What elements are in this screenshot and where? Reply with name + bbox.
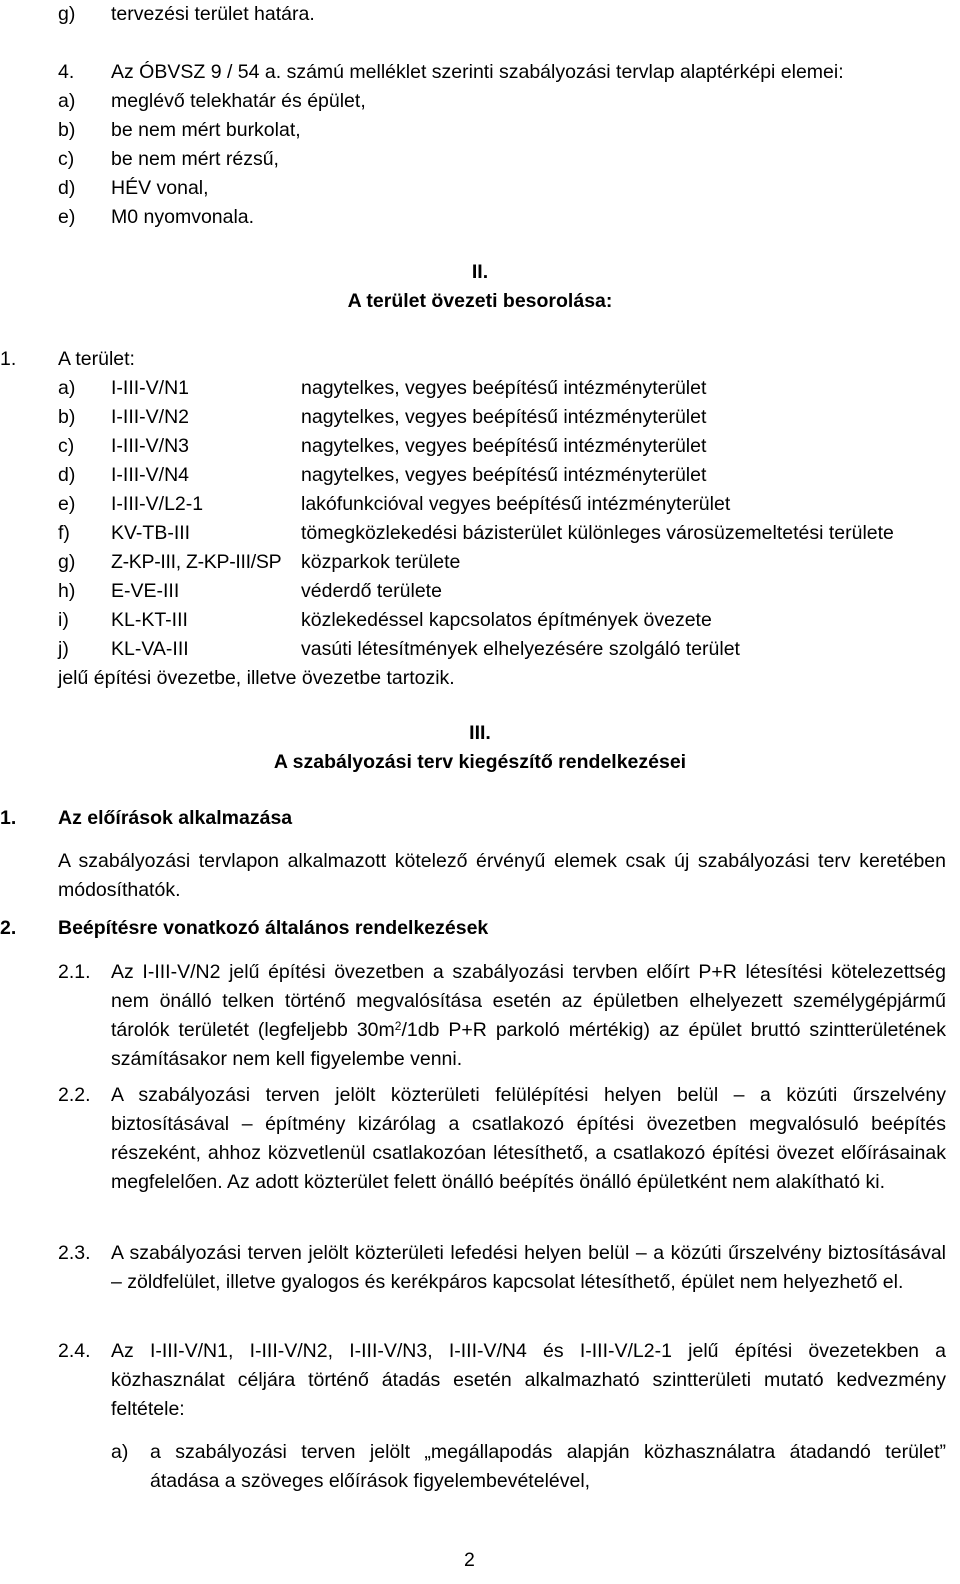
paragraph: A szabályozási terven jelölt közterületi lefedési helyen belül – a közúti űrszelvény biztosításával – zöldfelület, illetve gyalogos és kerékpáros kapcsolat létesíthető, épület nem helyezhető el. [111,1242,946,1293]
page-number: 2 [464,1549,475,1571]
zone-description: nagytelkes, vegyes beépítésű intézményterület [301,435,707,457]
zones-closing: jelű építési övezetbe, illetve övezetbe tartozik. [58,667,455,689]
paragraph: Az I-III-V/N2 jelű építési övezetben a szabályozási tervben előírt P+R létesítési kötelezettség nem önálló telken történő megvalósítása esetén az épületben elhelyezett személygépjármű tárolók területét (legfeljebb $30m^2/1db$ P+R parkoló mértékig) az épület bruttó szintterületének számításakor nem kell figyelembe venni. [111,961,946,1070]
zone-code: I-III-V/N1 [111,377,190,399]
zone-code: I-III-V/N3 [111,435,190,457]
zone-label: b) [58,406,76,428]
zone-label: g) [58,551,76,573]
paragraph-number: 2.3. [58,1242,91,1264]
zone-label: a) [58,377,76,399]
zone-description: tömegközlekedési bázisterület különleges városüzemeltetési területe [301,522,894,544]
zone-label: f) [58,522,70,544]
zone-code: KL-KT-III [111,609,188,631]
paragraph: A szabályozási tervlapon alkalmazott kötelező érvényű elemek csak új szabályozási terv keretében módosíthatók. [58,850,946,901]
zone-code: KV-TB-III [111,522,191,544]
list-label: b) [58,119,76,141]
paragraph-number: 2.1. [58,961,91,983]
list-label: a) [111,1441,129,1463]
zone-label: c) [58,435,75,457]
list-item-text: be nem mért rézsű, [111,148,279,170]
zone-code: Z-KP-III, Z-KP-III/SP [111,551,282,573]
zone-code: I-III-V/N2 [111,406,190,428]
zone-description: nagytelkes, vegyes beépítésű intézményterület [301,377,707,399]
section-title: A terület övezeti besorolása: [347,290,613,312]
section-numeral: II. [471,261,489,283]
paragraph-number: 2.2. [58,1084,91,1106]
item-number: 4. [58,61,75,83]
zone-description: vasúti létesítmények elhelyezésére szolgáló terület [301,638,740,660]
heading-title: Beépítésre vonatkozó általános rendelkezések [58,917,489,939]
section-title: A szabályozási terv kiegészítő rendelkezései [273,751,687,773]
zone-label: e) [58,493,76,515]
list-label: e) [58,206,76,228]
list-label: g) [58,3,76,25]
list-item-text: meglévő telekhatár és épület, [111,90,366,112]
item-number: 1. [0,348,17,370]
zone-description: közlekedéssel kapcsolatos építmények övezete [301,609,712,631]
zone-description: véderdő területe [301,580,442,602]
list-label: a) [58,90,76,112]
list-label: c) [58,148,75,170]
zone-description: nagytelkes, vegyes beépítésű intézményterület [301,464,707,486]
paragraph: Az I-III-V/N1, I-III-V/N2, I-III-V/N3, I-III-V/N4 és I-III-V/L2-1 jelű építési övezetekben a közhasználat céljára történő átadás esetén alkalmazható szintterületi mutató kedvezmény feltétele: [111,1340,946,1420]
paragraph-number: 2.4. [58,1340,91,1362]
zone-description: nagytelkes, vegyes beépítésű intézményterület [301,406,707,428]
section-numeral: III. [469,722,491,744]
item-intro: Az ÓBVSZ 9 / 54 a. számú melléklet szerinti szabályozási tervlap alaptérképi elemei: [111,61,844,83]
zone-description: lakófunkcióval vegyes beépítésű intézményterület [301,493,731,515]
heading-number: 1. [0,807,17,829]
heading-number: 2. [0,917,17,939]
zone-code: KL-VA-III [111,638,189,660]
zone-code: I-III-V/L2-1 [111,493,204,515]
zone-label: j) [58,638,69,660]
zone-code: I-III-V/N4 [111,464,190,486]
zone-code: E-VE-III [111,580,180,602]
list-item-text: tervezési terület határa. [111,3,315,25]
heading-title: Az előírások alkalmazása [58,807,293,829]
zone-label: h) [58,580,76,602]
zone-label: i) [58,609,69,631]
zone-label: d) [58,464,76,486]
item-intro: A terület: [58,348,135,370]
zone-description: közparkok területe [301,551,461,573]
paragraph: A szabályozási terven jelölt közterületi felülépítési helyen belül – a közúti űrszelvény biztosításával – építmény kizárólag a csatlakozó építési övezetben megvalósuló beépítés részeként, ahhoz közvetlenül csatlakozóan létesíthető, a csatlakozó építési övezet előírásainak megfelelően. Az adott közterület felett önálló beépítés önálló épületként nem alakítható ki. [111,1084,946,1193]
list-item-text: be nem mért burkolat, [111,119,301,141]
list-label: d) [58,177,76,199]
list-item-text: M0 nyomvonala. [111,206,255,228]
list-item-text: HÉV vonal, [111,177,209,199]
paragraph: a szabályozási terven jelölt „megállapodás alapján közhasználatra átadandó terület” átadása a szöveges előírások figyelembevételével, [150,1441,946,1492]
